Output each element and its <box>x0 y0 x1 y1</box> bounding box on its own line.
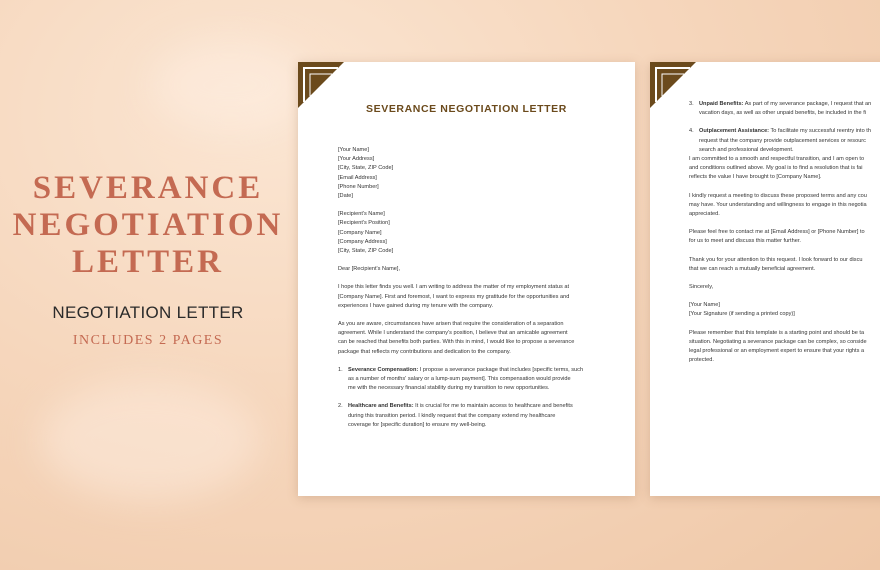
list-item-label: Healthcare and Benefits: <box>348 403 414 410</box>
list-item-text: me with the necessary financial stability during my transition to new opportunities. <box>348 385 550 392</box>
paragraph-line: [Company Name]. First and foremost, I want to express my gratitude for the opportunities and <box>338 293 570 300</box>
background-texture <box>150 40 310 130</box>
promo-title-line: SEVERANCE <box>32 170 264 206</box>
paragraph-line: protected. <box>689 357 714 364</box>
recipient-line: [Company Address] <box>338 238 387 245</box>
paragraph <box>689 228 880 246</box>
paragraph-line: I hope this letter finds you well. I am writing to address the matter of my employment status at <box>338 284 569 291</box>
sender-block <box>338 146 600 201</box>
list-number: 3. <box>689 101 694 107</box>
list-item-text: coverage for [specific duration] to ensure my well-being. <box>348 421 487 428</box>
list-item-text: as a number of months' salary or a lump-sum payment]. This compensation would provide <box>348 376 571 383</box>
recipient-line: [Recipient's Name] <box>338 211 385 218</box>
list-item-text: vacation days, as well as other unpaid benefits, be included in the fi <box>699 110 866 117</box>
list-item <box>338 402 600 430</box>
list-item-text: I propose a severance package that includes [specific terms, such <box>418 366 584 373</box>
paragraph-line: situation. Negotiating a severance package can be complex, so conside <box>689 338 867 345</box>
paragraph-line: that we can reach a mutually beneficial agreement. <box>689 265 816 272</box>
paragraph <box>689 329 880 366</box>
background-texture <box>40 380 260 500</box>
list-item <box>338 366 600 394</box>
list-item <box>689 100 880 118</box>
promo-title <box>0 170 296 281</box>
list-item-text: It is crucial for me to maintain access to healthcare and benefits <box>413 403 573 410</box>
paragraph <box>689 192 880 220</box>
recipient-line: [Recipient's Position] <box>338 220 390 227</box>
paragraph-line: I kindly request a meeting to discuss these proposed terms and any cou <box>689 192 867 199</box>
paragraph-line: I am committed to a smooth and respectful transition, and I am open to <box>689 156 865 163</box>
list-item-label: Unpaid Benefits: <box>699 101 744 107</box>
paragraph-line: package that reflects my contributions and dedication to the company. <box>338 348 511 355</box>
list-item-label: Severance Compensation: <box>348 366 419 373</box>
letter-body-page-1 <box>338 146 600 430</box>
sender-line: [Your Address] <box>338 156 375 163</box>
sender-line: [Your Name] <box>338 147 369 153</box>
list-number: 2. <box>338 403 343 410</box>
list-item-text: To facilitate my successful reentry into th <box>769 128 871 135</box>
sender-line: [City, State, ZIP Code] <box>338 165 394 172</box>
sender-line: [Date] <box>338 193 353 200</box>
list-number: 4. <box>689 128 694 135</box>
recipient-block <box>338 210 600 256</box>
list-item-text: during this transition period. I kindly request that the company extend my healthcare <box>348 412 556 419</box>
paragraph-line: Thank you for your attention to this request. I look forward to our discu <box>689 256 863 263</box>
list-item-text: As part of my severance package, I request that an <box>743 101 872 107</box>
paragraph-line: reflects the value I have brought to [Company Name]. <box>689 174 822 181</box>
corner-ornament-icon <box>298 62 344 108</box>
paragraph-line: experiences I have gained during my tenure with the company. <box>338 302 494 309</box>
recipient-line: [Company Name] <box>338 229 382 236</box>
letter-page-1 <box>298 62 635 496</box>
promo-title-line: LETTER <box>72 244 224 280</box>
sender-line: [Email Address] <box>338 174 377 181</box>
paragraph <box>689 155 880 183</box>
list-item <box>689 127 880 155</box>
paragraph-line: agreement. While I understand the company's position, I believe that an amicable agreement <box>338 330 568 337</box>
recipient-line: [City, State, ZIP Code] <box>338 248 394 255</box>
paragraph-line: Please feel free to contact me at [Email Address] or [Phone Number] to <box>689 229 865 236</box>
sender-line: [Phone Number] <box>338 183 379 190</box>
paragraph <box>689 256 880 274</box>
paragraph-line: Please remember that this template is a starting point and should be ta <box>689 329 865 336</box>
paragraph-line: may have. Your understanding and willingness to engage in this negotia <box>689 201 867 208</box>
letter-body-page-2 <box>689 100 880 365</box>
paragraph-line: appreciated. <box>689 211 720 218</box>
closing: Sincerely, <box>689 284 714 291</box>
signature-line: [Your Signature (if sending a printed copy)] <box>689 311 795 318</box>
paragraph-line: As you are aware, circumstances have arisen that require the consideration of a separation <box>338 321 564 328</box>
paragraph-line: and conditions outlined above. My goal is to find a resolution that is fai <box>689 165 863 172</box>
salutation: Dear [Recipient's Name], <box>338 266 401 273</box>
paragraph <box>338 283 600 311</box>
list-item-label: Outplacement Assistance: <box>699 128 770 135</box>
paragraph-line: legal professional or an employment expert to ensure that your rights a <box>689 348 865 355</box>
letter-page-2 <box>650 62 880 496</box>
paragraph-line: for us to meet and discuss this matter further. <box>689 238 801 245</box>
list-item-text: search and professional development. <box>699 146 794 153</box>
list-number: 1. <box>338 366 343 373</box>
paragraph-line: can be reached that benefits both parties. With this in mind, I would like to propose a severance <box>338 339 575 346</box>
promo-pages-note: INCLUDES 2 PAGES <box>72 333 224 348</box>
signature-line: [Your Name] <box>689 302 720 309</box>
promo-panel <box>0 170 296 349</box>
promo-subtitle: NEGOTIATION LETTER <box>52 303 244 322</box>
letter-heading: SEVERANCE NEGOTIATION LETTER <box>366 103 567 115</box>
promo-title-line: NEGOTIATION <box>12 207 284 243</box>
signature-block <box>689 301 880 319</box>
paragraph <box>338 320 600 357</box>
list-item-text: request that the company provide outplacement services or resourc <box>699 137 866 144</box>
